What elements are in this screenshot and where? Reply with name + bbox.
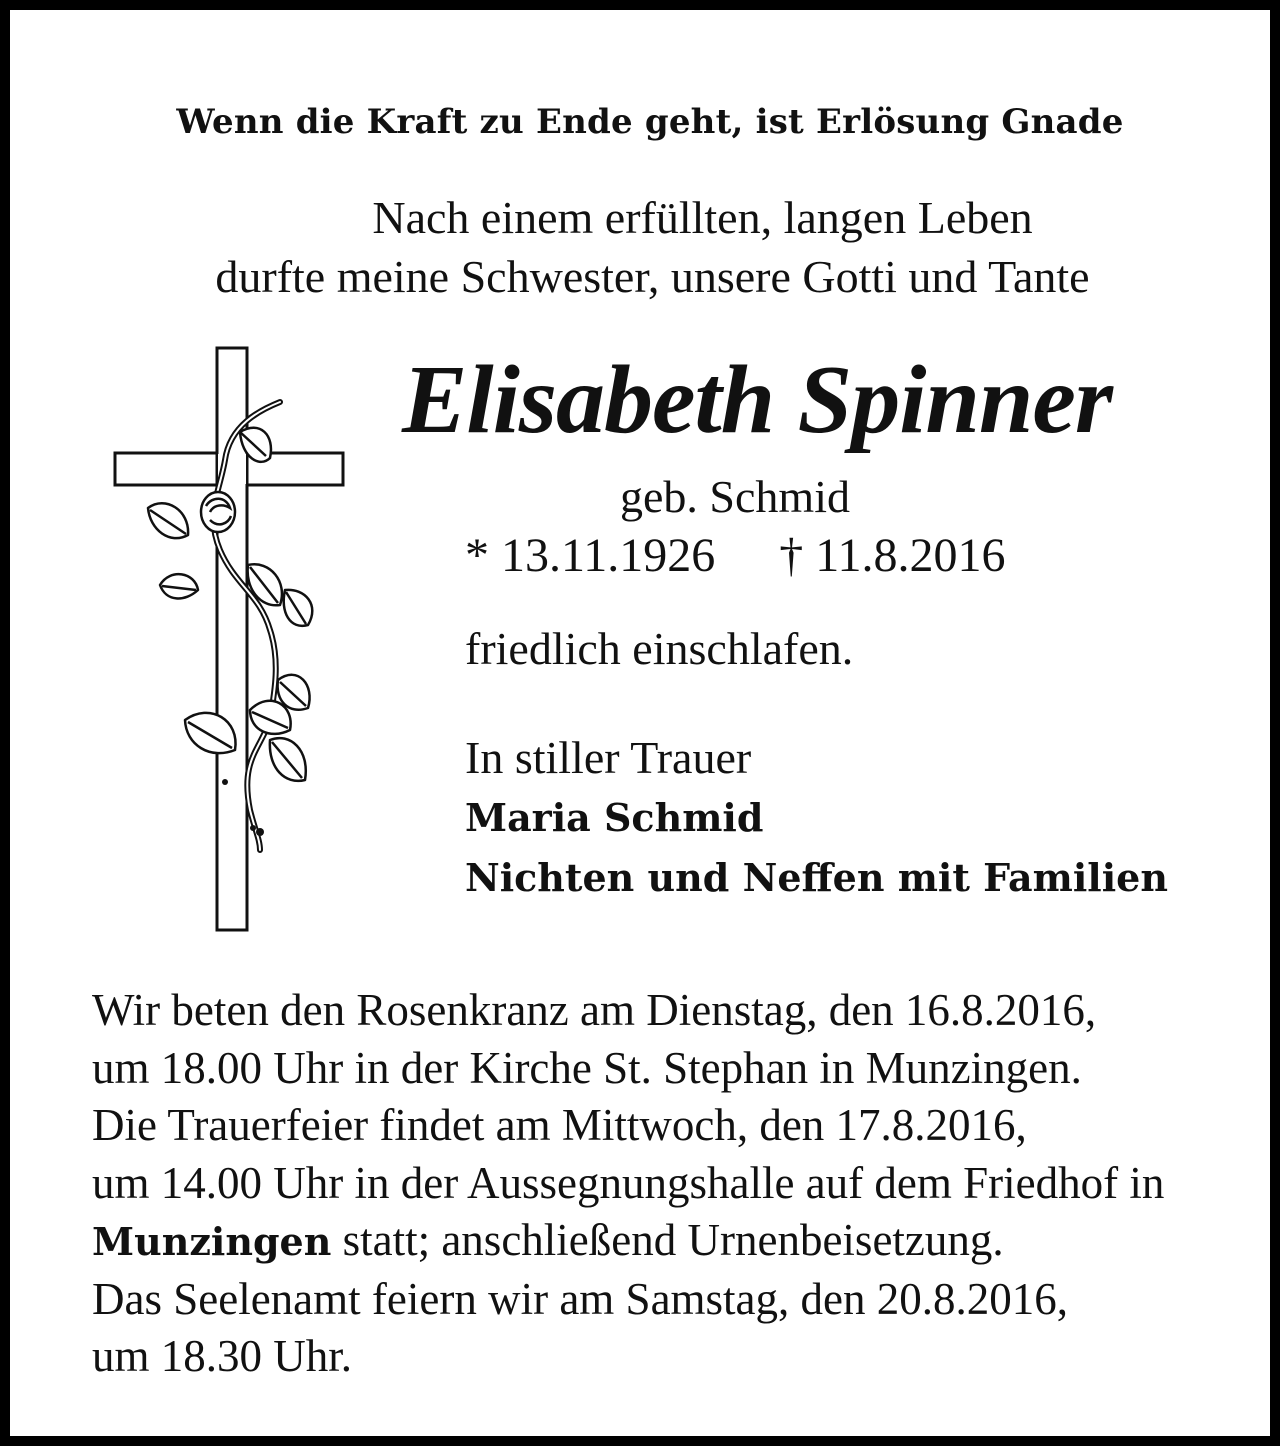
death-cross-icon: † (779, 529, 804, 582)
mourner-name: Maria Schmid (465, 795, 764, 840)
service-line-rest: statt; anschließend Urnenbeisetzung. (331, 1215, 1004, 1265)
service-line: Die Trauerfeier findet am Mittwoch, den 17.8.2016, (92, 1100, 1027, 1150)
service-line: Das Seelenamt feiern wir am Samstag, den 20.8.2016, (92, 1273, 1069, 1324)
motto: Wenn die Kraft zu Ende geht, ist Erlösung Gnade (176, 102, 1124, 142)
life-dates (465, 528, 1005, 583)
born-name: geb. Schmid (620, 471, 850, 522)
service-place: Munzingen (92, 1219, 332, 1264)
death-date: 11.8.2016 (815, 529, 1006, 582)
birth-star-icon: * (465, 529, 489, 582)
service-line: um 14.00 Uhr in der Aussegnungshalle auf dem Friedhof in (92, 1157, 1165, 1208)
intro-line: Nach einem erfüllten, langen Leben (372, 192, 1033, 243)
mourners-block (465, 728, 1168, 908)
service-line (92, 1212, 1164, 1271)
mourner-name: Nichten und Neffen mit Familien (465, 855, 1168, 900)
intro-line: durfte meine Schwester, unsere Gotti und Tante (215, 251, 1090, 302)
intro-text (10, 188, 1280, 306)
service-line: Wir beten den Rosenkranz am Dienstag, den 16.8.2016, (92, 985, 1097, 1035)
mourning-intro: In stiller Trauer (465, 732, 752, 783)
deceased-name: Elisabeth Spinner (402, 346, 1113, 454)
service-details (92, 982, 1164, 1386)
service-line: um 18.00 Uhr in der Kirche St. Stephan in Munzingen. (92, 1042, 1082, 1093)
cross-with-rose-vine-icon (110, 340, 350, 940)
service-line: um 18.30 Uhr. (92, 1331, 353, 1381)
passed-away-text: friedlich einschlafen. (465, 623, 854, 674)
birth-date: 13.11.1926 (501, 529, 716, 582)
